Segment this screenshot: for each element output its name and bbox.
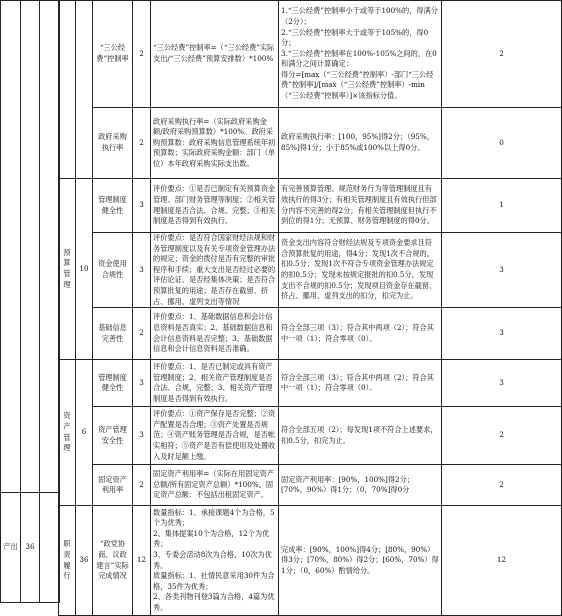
- scoring-rule: 符合全部三项（3）；符合其中两项（2）；符合其中一项（1）；符合零项（0）。: [279, 308, 442, 360]
- score: 2: [442, 407, 562, 465]
- indicator-standard: 固定资产利用率=（实际在用固定资产总额/所有固定资产总额）*100%。固定资产总额：不包括出租固定资产。: [151, 465, 279, 506]
- indicator-name: 基础信息完善性: [93, 308, 133, 360]
- score: 1: [442, 179, 562, 233]
- score: 2: [442, 465, 562, 506]
- indicator-weight: 12: [133, 506, 151, 616]
- indicator-name: “政党协商、议政建言”实际完成情况: [93, 506, 133, 616]
- table-row: [59, 407, 562, 465]
- standard-line: 2、各类刊物刊登3篇为合格，4篇为优秀。: [153, 592, 275, 613]
- score: 2: [442, 1, 562, 108]
- category-weight-cell: [76, 1, 93, 179]
- level1-spacer: [40, 493, 60, 603]
- table-row: [1, 1, 60, 493]
- indicator-weight: 3: [133, 360, 151, 407]
- table-row: [59, 1, 562, 108]
- scoring-rule: 固定资产利用率：[90%，100%]得2分；[70%，90%）得1分；（0，70%]得0分: [279, 465, 442, 506]
- rule-line: 2.“三公经费”控制率大于或等于105%的，得0分；: [281, 27, 429, 48]
- standard-line: 3、专委会活动8次为合格，10次为优秀。: [153, 550, 272, 570]
- indicator-weight: 2: [133, 1, 151, 108]
- scoring-rule: [279, 1, 442, 108]
- table-row: [59, 360, 562, 407]
- performance-evaluation-table: [58, 0, 562, 616]
- output-label: 产出: [1, 493, 21, 603]
- table-row: [59, 465, 562, 506]
- indicator-weight: 2: [133, 108, 151, 179]
- table-row: [59, 308, 562, 360]
- indicator-name: “三公经费”控制率: [93, 1, 133, 108]
- indicator-name: 政府采购执行率: [93, 108, 133, 179]
- indicator-standard: [151, 506, 279, 616]
- scoring-rule: 资金支出内容符合财经法规及专项资金要求且符合预算批复的用途，得4分；发现1次不合规的，扣0.5分；发现1次不符合专项资金管理办法规定的扣0.5分；发现未按规定报批的扣0.5分，发现支出不合规的扣0.5分；发现项目资金存在截留、挤占、挪用、虚列支出的扣分，扣完为止。: [279, 233, 442, 308]
- indicator-weight: 3: [133, 179, 151, 233]
- scoring-rule: 完成率：[90%，100%]得4分；[80%，90%）得3分；[70%，80%）得2分；[60%，70%）得1分；（0，60%）酌情给分。: [279, 506, 442, 616]
- indicator-weight: 2: [133, 308, 151, 360]
- score: 3: [442, 308, 562, 360]
- table-row: [59, 506, 562, 616]
- rule-line: 1.“三公经费”控制率小于或等于100%的，得满分（2分）；: [281, 6, 438, 26]
- scoring-rule: 政府采购执行率：[100，95%]得2分；（95%，85%]得1分；小于85%或100%以上得0分。: [279, 108, 442, 179]
- output-weight: 36: [21, 493, 40, 603]
- standard-line: 数量指标：1、承接课题4个为合格，5个为优秀；: [153, 507, 275, 528]
- duty-performance-label: 职责履行: [59, 506, 76, 616]
- duty-performance-weight: 36: [76, 506, 93, 616]
- table-row: [59, 179, 562, 233]
- table-row: [1, 493, 60, 603]
- indicator-standard: “三公经费”控制率=（“三公经费”实际支出/“三公经费”预算安排数）*100%: [151, 1, 279, 108]
- indicator-name: 固定资产利用率: [93, 465, 133, 506]
- asset-management-weight: 6: [76, 360, 93, 506]
- scoring-rule: 符合全部五项（2）；每发现1项不符合上述要求，扣0.5分，扣完为止。: [279, 407, 442, 465]
- scoring-rule: 有完善预算管理、规范财务行为等管理制度且有效执行的得3分；有相关管理制度且有效执行但部分内容不完善的得2分；有相关管理制度但执行不到位的得1分；无预算、财务管理制度的得0分。: [279, 179, 442, 233]
- indicator-standard: 评价要点：1、是否已制定或具有资产管理制度；2、相关资产管理制度是否合法、合规、完整；3、相关资产管理制度是否得到有效执行。: [151, 360, 279, 407]
- indicator-weight: 3: [133, 233, 151, 308]
- indicator-name: 管理制度健全性: [93, 179, 133, 233]
- level1-column: [0, 0, 60, 603]
- indicator-standard: 评价要点：①是否已制定有关预算资金管理、部门财务管理等制度；②相关管理制度是否合法、合规、完整；③相关制度是否得到有效执行。: [151, 179, 279, 233]
- asset-management-label: 资产管理: [59, 360, 76, 506]
- level1-empty-weight: [21, 1, 40, 493]
- rule-line: 3.“三公经费”控制率在100%-105%之间的，在0和满分之间计算确定：: [281, 48, 437, 69]
- table-row: [59, 233, 562, 308]
- level1-empty-cell: [1, 1, 21, 493]
- indicator-name: 资金使用合规性: [93, 233, 133, 308]
- score: 12: [442, 506, 562, 616]
- indicator-name: 资产管理安全性: [93, 407, 133, 465]
- indicator-standard: 评价要点：①资产保存是否完整；②资产配置是否合理；③资产处置是否规范；④资产账务管理是否合规，是否帐实相符；⑤资产是否有偿使用及处置收入及时足额上缴。: [151, 407, 279, 465]
- indicator-name: 管理制度健全性: [93, 360, 133, 407]
- level1-empty-spacer: [40, 1, 60, 493]
- indicator-standard: 评价要点：是否符合国家财经法规和财务管理制度以及有关专项资金管理办法的规定；资金的拨付是否有完整的审批程序和手续；重大支出是否经过必要的评估论证、是否经集体决策；是否符合预算批复的用途；是否存在截留、挤占、挪用、虚列支出等情况: [151, 233, 279, 308]
- standard-line: 2、集体提案10个为合格，12个为优秀；: [153, 528, 270, 549]
- rule-line: 得分=[max（“三公经费”控制率）-部门“三公经费”控制率]/[max（“三公经费”控制率）-min（“三公经费”控制率）]×该指标分值。: [281, 69, 434, 101]
- scoring-rule: 符合全部三项（3）；符合其中两项（2）；符合其中一项（1）；符合零项（0）。: [279, 360, 442, 407]
- score: 0: [442, 108, 562, 179]
- budget-management-label: 预算管理: [59, 179, 76, 360]
- category-cell: [59, 1, 76, 179]
- indicator-weight: 3: [133, 407, 151, 465]
- indicator-weight: 2: [133, 465, 151, 506]
- standard-line: 质量指标：1、社情民意采用30件为合格，35件为优秀；: [153, 571, 275, 591]
- score: 3: [442, 360, 562, 407]
- score: 3: [442, 233, 562, 308]
- table-row: [59, 108, 562, 179]
- indicator-standard: 评价要点：1、基础数据信息和会计信息资料是否真实；2、基础数据信息和会计信息资料是否完整；3、基础数据信息和会计信息资料是否准确。: [151, 308, 279, 360]
- indicator-standard: 政府采购执行率=（实际政府采购金额/政府采购预算数）*100%。政府采购预算数：政府采购信息管理系统年初预算数；实际政府采购金额：部门（单位）本年政府采购实际支出数。: [151, 108, 279, 179]
- budget-management-weight: 10: [76, 179, 93, 360]
